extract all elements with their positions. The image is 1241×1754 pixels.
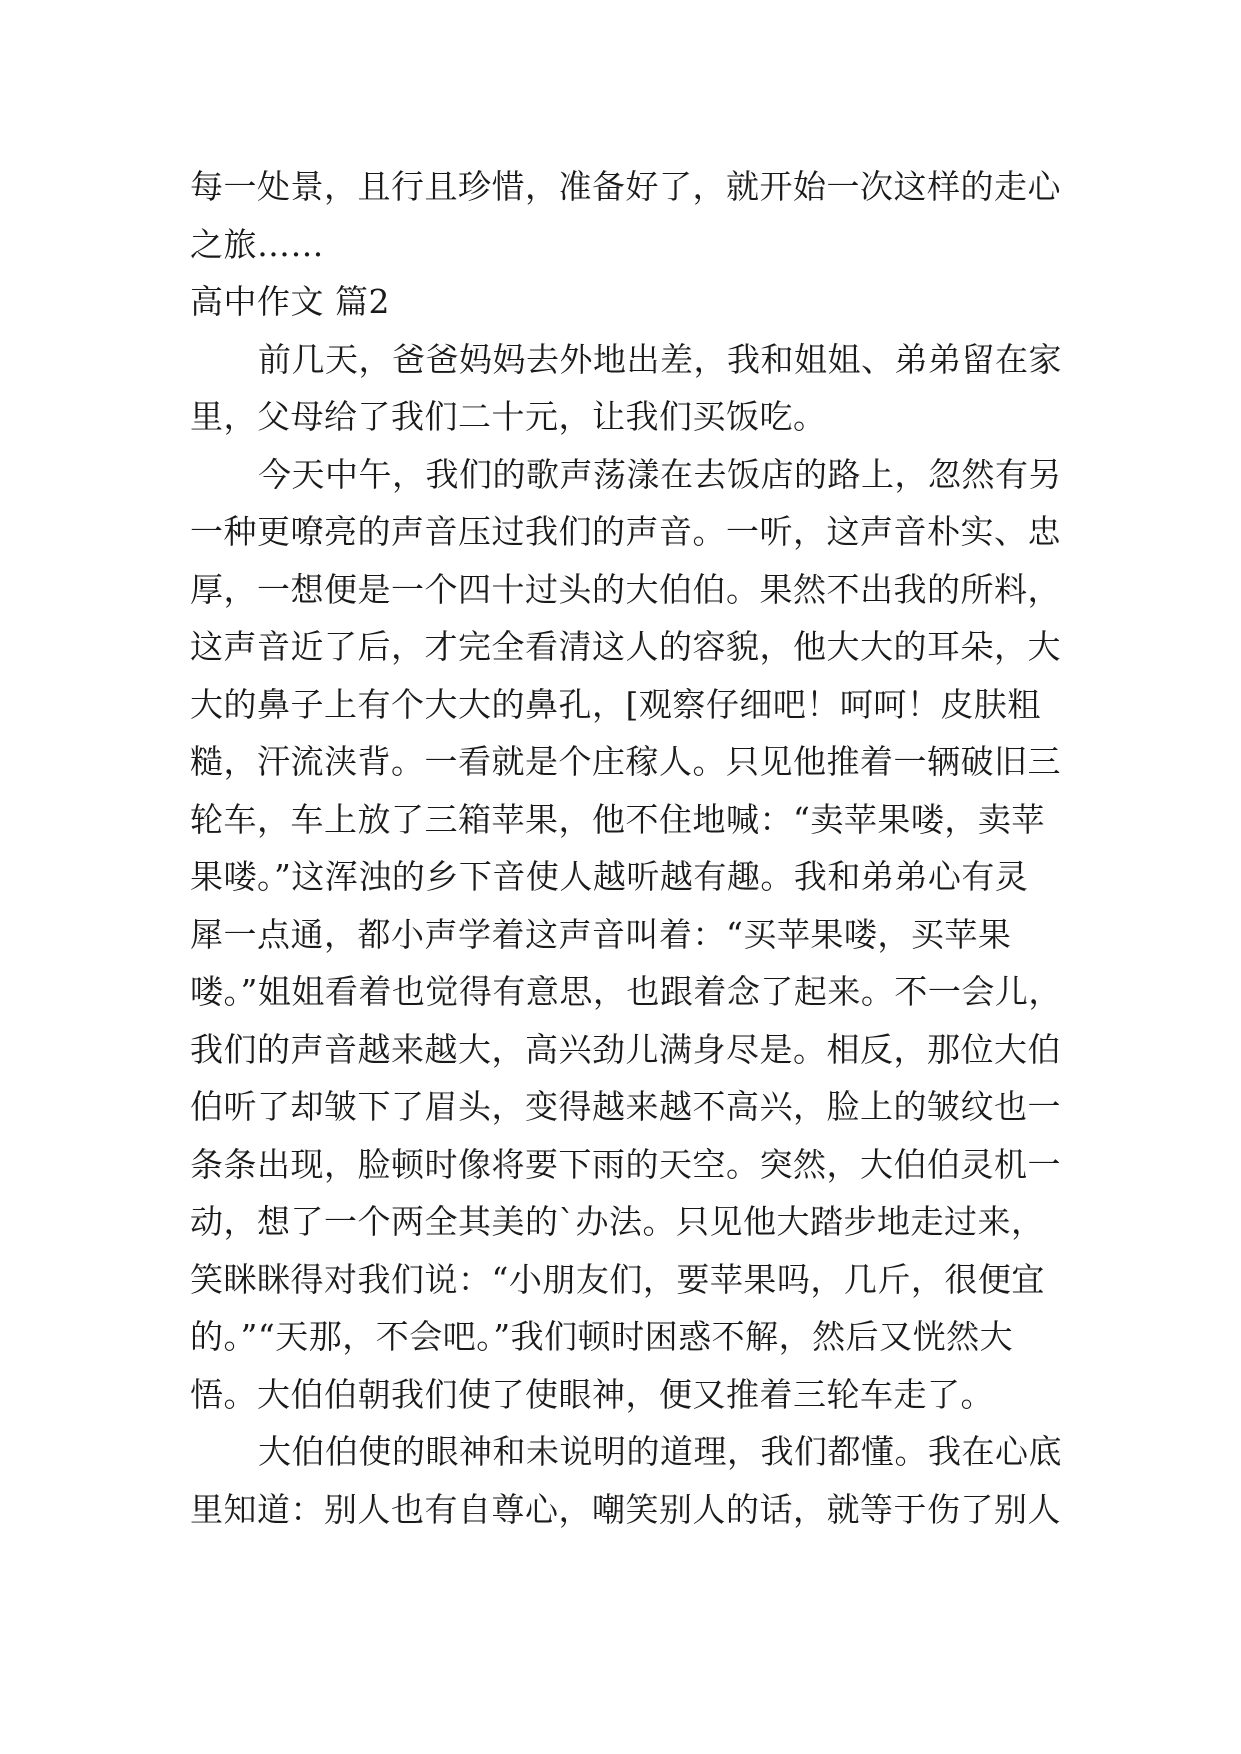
text-line: 犀一点通，都小声学着这声音叫着：“买苹果喽，买苹果: [190, 914, 1012, 954]
text-line: 动，想了一个两全其美的`办法。只见他大踏步地走过来，: [190, 1202, 1045, 1241]
text-line: 今天中午，我们的歌声荡漾在去饭店的路上，忽然有另: [258, 454, 1062, 494]
section-heading: 高中作文 篇2: [190, 282, 390, 321]
text-line: 果喽。”这浑浊的乡下音使人越听越有趣。我和弟弟心有灵: [190, 857, 1029, 896]
text-line: 笑眯眯得对我们说：“小朋友们，要苹果吗，几斤，很便宜: [190, 1259, 1045, 1299]
text-line: 前几天，爸爸妈妈去外地出差，我和姐姐、弟弟留在家: [258, 339, 1062, 379]
document-body: [190, 158, 1062, 1538]
text-line: 的。”“天那，不会吧。”我们顿时困惑不解，然后又恍然大: [190, 1317, 1014, 1356]
text-line: 里知道：别人也有自尊心，嘲笑别人的话，就等于伤了别人: [190, 1489, 1061, 1529]
text-line: 我们的声音越来越大，高兴劲儿满身尽是。相反，那位大伯: [190, 1029, 1061, 1069]
text-line: 大伯伯使的眼神和未说明的道理，我们都懂。我在心底: [258, 1432, 1062, 1471]
text-line: 每一处景，且行且珍惜，准备好了，就开始一次这样的走心: [190, 167, 1061, 206]
text-line: 伯听了却皱下了眉头，变得越来越不高兴，脸上的皱纹也一: [190, 1087, 1061, 1126]
text-line: 一种更嘹亮的声音压过我们的声音。一听，这声音朴实、忠: [190, 512, 1061, 551]
text-line: 大的鼻子上有个大大的鼻孔，[观察仔细吧！呵呵！皮肤粗: [190, 684, 1041, 724]
text-line: 轮车，车上放了三箱苹果，他不住地喊：“卖苹果喽，卖苹: [190, 799, 1045, 839]
text-line: 糙，汗流浃背。一看就是个庄稼人。只见他推着一辆破旧三: [190, 742, 1061, 781]
text-line: 条条出现，脸顿时像将要下雨的天空。突然，大伯伯灵机一: [190, 1144, 1061, 1184]
text-line: 喽。”姐姐看着也觉得有意思，也跟着念了起来。不一会儿，: [190, 972, 1062, 1011]
text-line: 里，父母给了我们二十元，让我们买饭吃。: [190, 397, 827, 436]
text-line: 之旅……: [190, 224, 324, 264]
text-line: 厚，一想便是一个四十过头的大伯伯。果然不出我的所料，: [190, 569, 1061, 609]
text-line: 这声音近了后，才完全看清这人的容貌，他大大的耳朵，大: [190, 627, 1061, 666]
text-line: 悟。大伯伯朝我们使了使眼神，便又推着三轮车走了。: [190, 1374, 994, 1414]
